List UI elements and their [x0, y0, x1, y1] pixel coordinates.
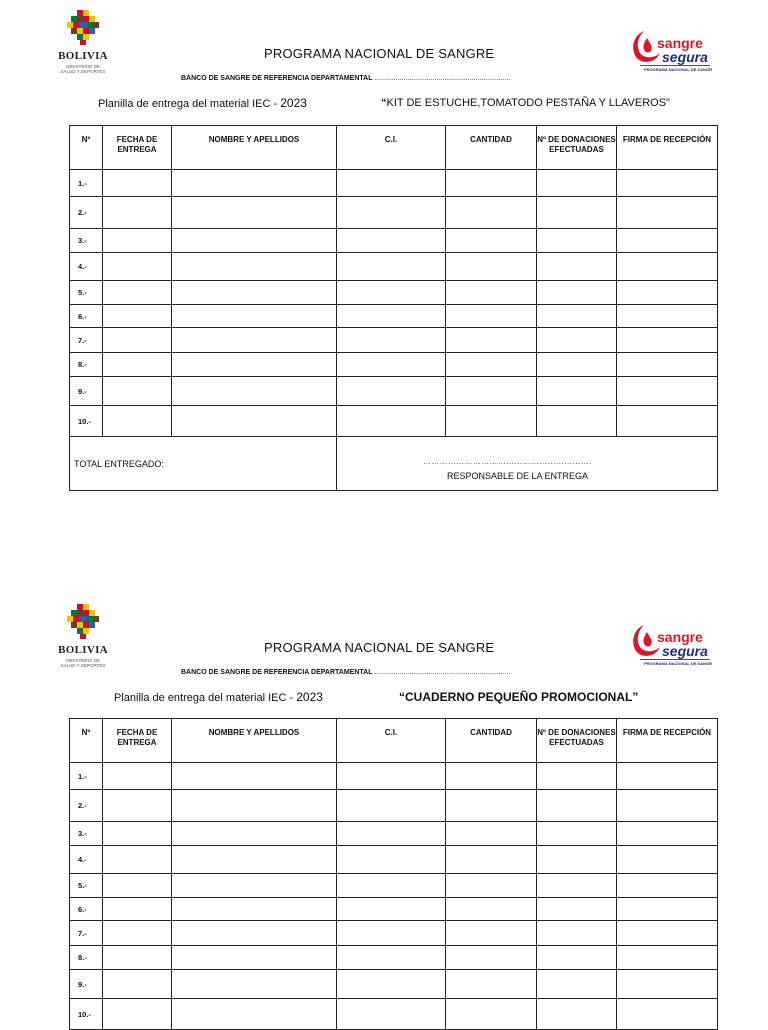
header-ci: C.I. [337, 126, 446, 170]
bank-label: BANCO DE SANGRE DE REFERENCIA DEPARTAMENTAL [181, 669, 373, 676]
row-number: 9.- [70, 377, 103, 406]
header-fecha: FECHA DE ENTREGA [103, 126, 172, 170]
row-number: 2.- [70, 197, 103, 229]
header-firma: FIRMA DE RECEPCIÓN [617, 719, 718, 763]
table-row [70, 763, 718, 790]
row-number: 4.- [70, 846, 103, 874]
blood-drop-swoosh-icon [633, 31, 660, 62]
table-row [70, 846, 718, 874]
table-row [70, 898, 718, 921]
responsible-label: RESPONSABLE DE LA ENTREGA [447, 471, 589, 481]
svg-text:segura: segura [662, 49, 708, 65]
program-title: PROGRAMA NACIONAL DE SANGRE [264, 640, 495, 655]
header-nombre: NOMBRE Y APELLIDOS [172, 719, 337, 763]
row-number: 5.- [70, 874, 103, 898]
table-row [70, 790, 718, 822]
svg-text:PROGRAMA NACIONAL DE SANGRE: PROGRAMA NACIONAL DE SANGRE [644, 661, 712, 666]
row-number: 10.- [70, 406, 103, 437]
table-header-row [70, 719, 718, 763]
delivery-table-1 [69, 125, 718, 491]
bolivia-emblem-icon [63, 602, 103, 640]
header-donaciones: Nº DE DONACIONES EFECTUADAS [537, 719, 617, 763]
header-fecha: FECHA DE ENTREGA [103, 719, 172, 763]
table-row [70, 229, 718, 253]
bank-line [181, 669, 510, 676]
planilla-year: 2023 [280, 96, 307, 110]
planilla-year: 2023 [296, 690, 323, 704]
bolivia-logo [53, 602, 113, 668]
svg-text:sangre: sangre [657, 35, 703, 51]
header-ci: C.I. [337, 719, 446, 763]
signature-dots: ……………………………………………………. [423, 457, 592, 466]
total-delivered-label: TOTAL ENTREGADO: [70, 437, 337, 491]
row-number: 7.- [70, 328, 103, 353]
table-row [70, 328, 718, 353]
row-number: 2.- [70, 790, 103, 822]
table-row [70, 970, 718, 999]
row-number: 7.- [70, 921, 103, 946]
table-row [70, 353, 718, 377]
table-row [70, 377, 718, 406]
svg-text:sangre: sangre [657, 629, 703, 645]
row-number: 1.- [70, 170, 103, 197]
row-number: 6.- [70, 305, 103, 328]
row-number: 1.- [70, 763, 103, 790]
planilla-label: Planilla de entrega del material IEC - [114, 692, 294, 704]
table-row [70, 305, 718, 328]
svg-text:PROGRAMA NACIONAL DE SANGRE: PROGRAMA NACIONAL DE SANGRE [644, 67, 712, 72]
header-cantidad: CANTIDAD [446, 126, 537, 170]
table-row [70, 170, 718, 197]
bolivia-country-text: BOLIVIA [58, 644, 108, 656]
table-row [70, 874, 718, 898]
row-number: 6.- [70, 898, 103, 921]
table-row [70, 999, 718, 1030]
table-row [70, 921, 718, 946]
sangre-segura-logo [630, 29, 712, 72]
header-firma: FIRMA DE RECEPCIÓN [617, 126, 718, 170]
blood-drop-swoosh-icon [633, 625, 660, 656]
header-donaciones: Nº DE DONACIONES EFECTUADAS [537, 126, 617, 170]
row-number: 4.- [70, 253, 103, 281]
table-row [70, 822, 718, 846]
bolivia-country-text: BOLIVIA [58, 50, 108, 62]
bolivia-logo [53, 8, 113, 74]
bank-fill-dots: ...................................................................... [374, 669, 511, 676]
row-number: 8.- [70, 946, 103, 970]
row-number: 3.- [70, 822, 103, 846]
row-number: 9.- [70, 970, 103, 999]
item-title-text: KIT DE ESTUCHE,TOMATODO PESTAÑA Y LLAVEROS" [386, 97, 670, 109]
table-row [70, 281, 718, 305]
table-row [70, 197, 718, 229]
sangre-segura-logo [630, 623, 712, 666]
bolivia-emblem-icon [63, 8, 103, 46]
planilla-line [98, 96, 307, 110]
item-title-open-quote: “ [381, 97, 387, 109]
svg-text:segura: segura [662, 643, 708, 659]
row-number: 8.- [70, 353, 103, 377]
header-number: Nº [70, 719, 103, 763]
row-number: 5.- [70, 281, 103, 305]
ministry-text: MINISTERIO DE SALUD Y DEPORTES [60, 658, 106, 668]
table-row [70, 946, 718, 970]
header-cantidad: CANTIDAD [446, 719, 537, 763]
item-title: “CUADERNO PEQUEÑO PROMOCIONAL” [399, 690, 639, 704]
responsible-signature-cell[interactable] [337, 437, 718, 491]
item-title [381, 97, 670, 109]
header-nombre: NOMBRE Y APELLIDOS [172, 126, 337, 170]
bank-label: BANCO DE SANGRE DE REFERENCIA DEPARTAMENTAL [181, 75, 373, 82]
bank-fill-dots: ...................................................................... [374, 75, 511, 82]
program-title: PROGRAMA NACIONAL DE SANGRE [264, 46, 495, 61]
header-number: Nº [70, 126, 103, 170]
ministry-text: MINISTERIO DE SALUD Y DEPORTES [60, 64, 106, 74]
row-number: 10.- [70, 999, 103, 1030]
total-row [70, 437, 718, 491]
table-header-row [70, 126, 718, 170]
table-row [70, 406, 718, 437]
table-row [70, 253, 718, 281]
planilla-label: Planilla de entrega del material IEC - [98, 98, 278, 110]
planilla-line [114, 690, 323, 704]
row-number: 3.- [70, 229, 103, 253]
delivery-table-2 [69, 718, 718, 1030]
bank-line [181, 75, 510, 82]
